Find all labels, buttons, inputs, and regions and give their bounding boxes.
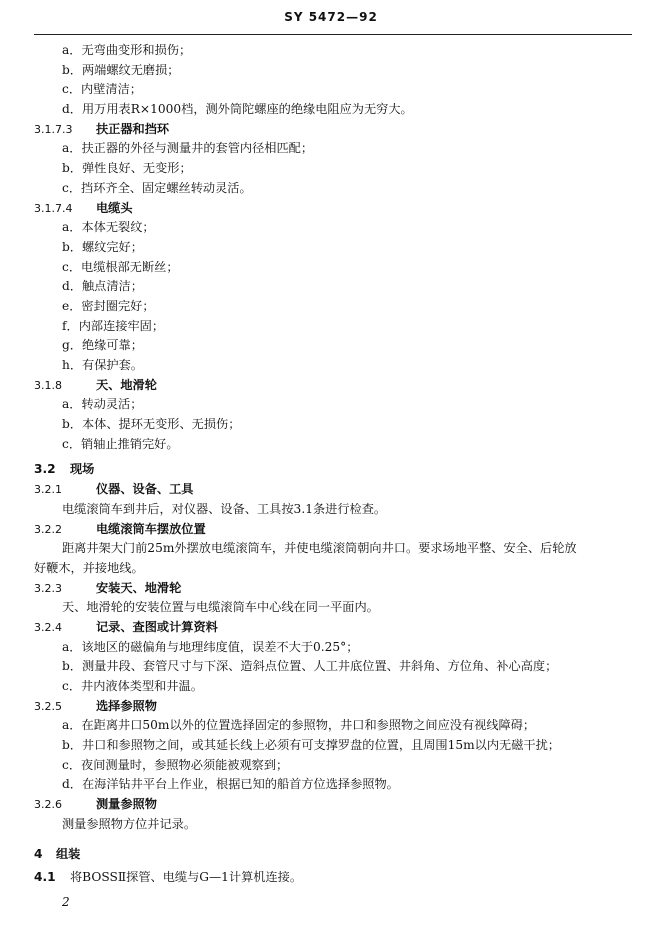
list-item: c．电缆根部无断丝； xyxy=(62,259,179,274)
section-heading xyxy=(0,199,662,219)
section-number: 3.2.4 xyxy=(34,620,62,634)
section-title: 现场 xyxy=(70,462,95,477)
list-item: a．无弯曲变形和损伤； xyxy=(62,43,192,57)
list-item: c．内壁清洁； xyxy=(62,82,142,97)
section-heading xyxy=(0,618,662,638)
section-heading xyxy=(0,795,662,815)
list-item: g．绝缘可靠； xyxy=(62,338,143,353)
section-number: 4.1 xyxy=(34,870,56,885)
list-item: f．内部连接牢固； xyxy=(62,318,165,333)
list-item: e．密封圈完好； xyxy=(62,298,155,313)
list-item: d．在海洋钻井平台上作业，根据已知的船首方位选择参照物。 xyxy=(62,777,399,792)
section-number: 3.2.3 xyxy=(34,581,62,595)
section-heading xyxy=(0,480,662,500)
list-item: h．有保护套。 xyxy=(62,358,143,372)
section-title: 扶正器和挡环 xyxy=(96,121,170,136)
list-item: c．销轴止推销完好。 xyxy=(62,436,179,451)
paragraph: 电缆滚筒车到井后，对仪器、设备、工具按3.1条进行检查。 xyxy=(62,501,387,516)
paragraph: 将BOSSⅡ探管、电缆与G—1计算机连接。 xyxy=(70,870,303,885)
list-item: d．用万用表R×1000档，测外筒陀螺座的绝缘电阻应为无穷大。 xyxy=(62,102,413,117)
chapter-number: 4 xyxy=(34,846,43,861)
section-number: 3.2.5 xyxy=(34,699,62,713)
section-number: 3.1.7.3 xyxy=(34,122,73,136)
page-number: 2 xyxy=(62,895,70,909)
paragraph-continuation: 好鞭木，并接地线。 xyxy=(34,560,144,575)
list-item: b．测量井段、套管尺寸与下深、造斜点位置、人工井底位置、井斜角、方位角、补心高度； xyxy=(62,659,558,674)
list-item: c．井内液体类型和井温。 xyxy=(62,679,203,693)
section-title: 天、地滑轮 xyxy=(96,377,157,392)
list-item: c．夜间测量时，参照物必须能被观察到； xyxy=(62,757,289,772)
page-content xyxy=(0,41,662,888)
list-item: b．两端螺纹无磨损； xyxy=(62,62,180,77)
section-heading xyxy=(0,579,662,599)
list-item: a．该地区的磁偏角与地理纬度值，误差不大于0.25°； xyxy=(62,639,359,654)
section-gap xyxy=(0,835,662,845)
list-item: a．转动灵活； xyxy=(62,397,143,412)
paragraph: 测量参照物方位并记录。 xyxy=(62,816,197,831)
section-heading xyxy=(0,120,662,140)
section-heading xyxy=(0,376,662,396)
section-title: 记录、查图或计算资料 xyxy=(96,619,218,634)
list-item: d．触点清洁； xyxy=(62,279,143,294)
section-heading xyxy=(0,520,662,540)
section-title: 选择参照物 xyxy=(96,698,157,713)
section-title: 电缆滚筒车摆放位置 xyxy=(96,521,206,536)
standard-number: SY 5472—92 xyxy=(284,10,378,24)
section-title: 测量参照物 xyxy=(96,797,157,812)
chapter-heading xyxy=(0,845,662,865)
section-number: 3.1.8 xyxy=(34,378,62,392)
section-number: 3.2.2 xyxy=(34,522,62,536)
list-item: b．井口和参照物之间，或其延长线上必须有可支撑罗盘的位置，且周围15m以内无磁干扰； xyxy=(62,738,560,753)
section-number: 3.2 xyxy=(34,462,56,477)
section-heading xyxy=(0,697,662,717)
section-title: 仪器、设备、工具 xyxy=(96,482,194,497)
list-item: a．扶正器的外径与测量井的套管内径相匹配； xyxy=(62,141,314,156)
section-number: 3.1.7.4 xyxy=(34,201,73,215)
section-number: 3.2.6 xyxy=(34,798,62,812)
list-item: a．本体无裂纹； xyxy=(62,220,155,235)
section-number: 3.2.1 xyxy=(34,483,62,497)
section-title: 电缆头 xyxy=(96,200,133,215)
list-item: a．在距离井口50m以外的位置选择固定的参照物，井口和参照物之间应没有视线障碍； xyxy=(62,718,536,733)
list-item: c．挡环齐全、固定螺丝转动灵活。 xyxy=(62,180,252,195)
paragraph: 天、地滑轮的安装位置与电缆滚筒车中心线在同一平面内。 xyxy=(62,600,379,615)
section-line xyxy=(0,868,662,888)
list-item: b．弹性良好、无变形； xyxy=(62,161,192,176)
chapter-title: 组装 xyxy=(56,846,81,861)
list-item: b．螺纹完好； xyxy=(62,239,143,254)
list-item: b．本体、提环无变形、无损伤； xyxy=(62,417,241,432)
section-title: 安装天、地滑轮 xyxy=(96,580,182,595)
header-rule xyxy=(34,34,632,35)
paragraph: 距离井架大门前25m外摆放电缆滚筒车，并使电缆滚筒朝向井口。要求场地平整、安全、后轮放 xyxy=(62,541,577,556)
section-heading xyxy=(0,460,662,480)
